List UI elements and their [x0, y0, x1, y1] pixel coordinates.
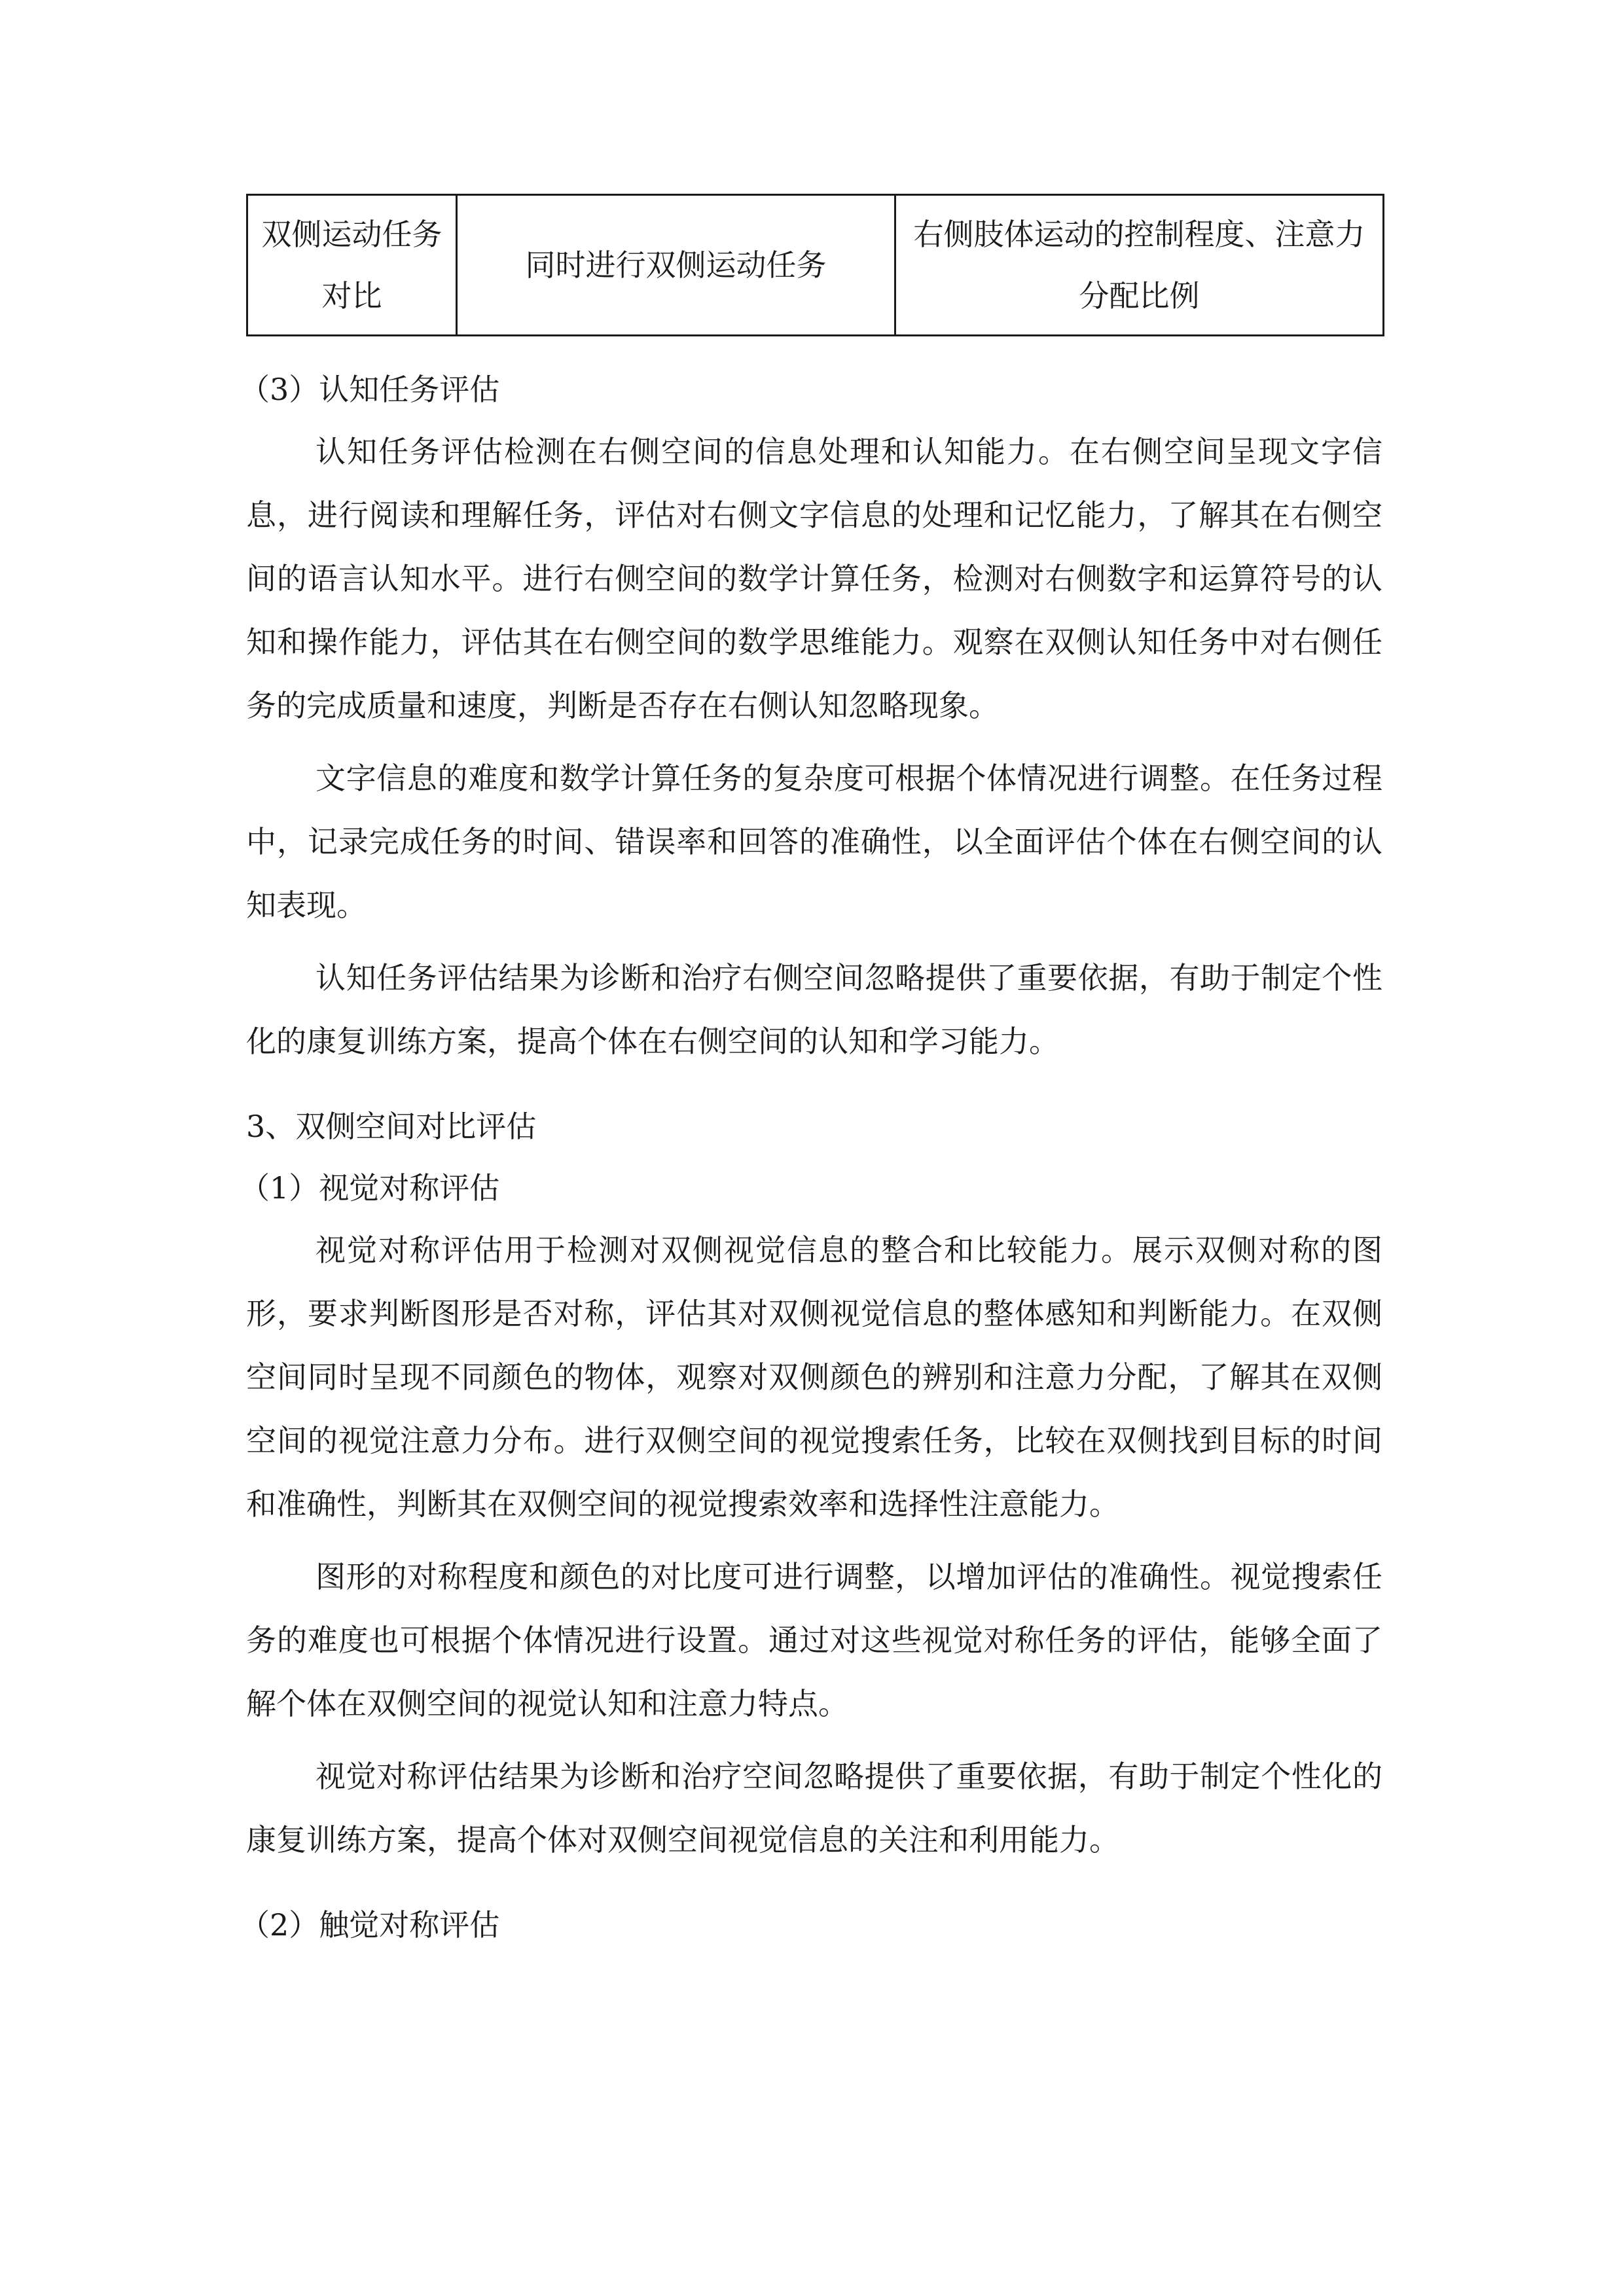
table-row [247, 195, 1384, 336]
paragraph: 认知任务评估结果为诊断和治疗右侧空间忽略提供了重要依据，有助于制定个性化的康复训练方案，提高个体在右侧空间的认知和学习能力。 [246, 960, 1382, 1059]
paragraph: 视觉对称评估用于检测对双侧视觉信息的整合和比较能力。展示双侧对称的图形，要求判断图形是否对称，评估其对双侧视觉信息的整体感知和判断能力。在双侧空间同时呈现不同颜色的物体，观察对双侧颜色的辨别和注意力分配，了解其在双侧空间的视觉注意力分布。进行双侧空间的视觉搜索任务，比较在双侧找到目标的时间和准确性，判断其在双侧空间的视觉搜索效率和选择性注意能力。 [246, 1232, 1382, 1522]
heading-tactile-symmetry: （2）触觉对称评估 [240, 1907, 500, 1943]
document-body [240, 359, 1382, 1956]
assessment-table [246, 194, 1384, 336]
paragraph: 视觉对称评估结果为诊断和治疗空间忽略提供了重要依据，有助于制定个性化的康复训练方案，提高个体对双侧空间视觉信息的关注和利用能力。 [246, 1759, 1382, 1857]
paragraph: 图形的对称程度和颜色的对比度可进行调整，以增加评估的准确性。视觉搜索任务的难度也可根据个体情况进行设置。通过对这些视觉对称任务的评估，能够全面了解个体在双侧空间的视觉认知和注意力特点。 [246, 1559, 1382, 1721]
table-cell-method: 同时进行双侧运动任务 [457, 195, 895, 336]
table-cell-task: 双侧运动任务对比 [247, 195, 457, 336]
heading-bilateral-comparison: 3、双侧空间对比评估 [246, 1109, 537, 1144]
heading-visual-symmetry: （1）视觉对称评估 [240, 1170, 500, 1206]
paragraph: 认知任务评估检测在右侧空间的信息处理和认知能力。在右侧空间呈现文字信息，进行阅读和理解任务，评估对右侧文字信息的处理和记忆能力，了解其在右侧空间的语言认知水平。进行右侧空间的数学计算任务，检测对右侧数字和运算符号的认知和操作能力，评估其在右侧空间的数学思维能力。观察在双侧认知任务中对右侧任务的完成质量和速度，判断是否存在右侧认知忽略现象。 [246, 434, 1382, 723]
heading-cognitive-task: （3）认知任务评估 [240, 372, 500, 407]
paragraph: 文字信息的难度和数学计算任务的复杂度可根据个体情况进行调整。在任务过程中，记录完成任务的时间、错误率和回答的准确性，以全面评估个体在右侧空间的认知表现。 [246, 761, 1382, 923]
table-cell-indicator: 右侧肢体运动的控制程度、注意力分配比例 [895, 195, 1384, 336]
